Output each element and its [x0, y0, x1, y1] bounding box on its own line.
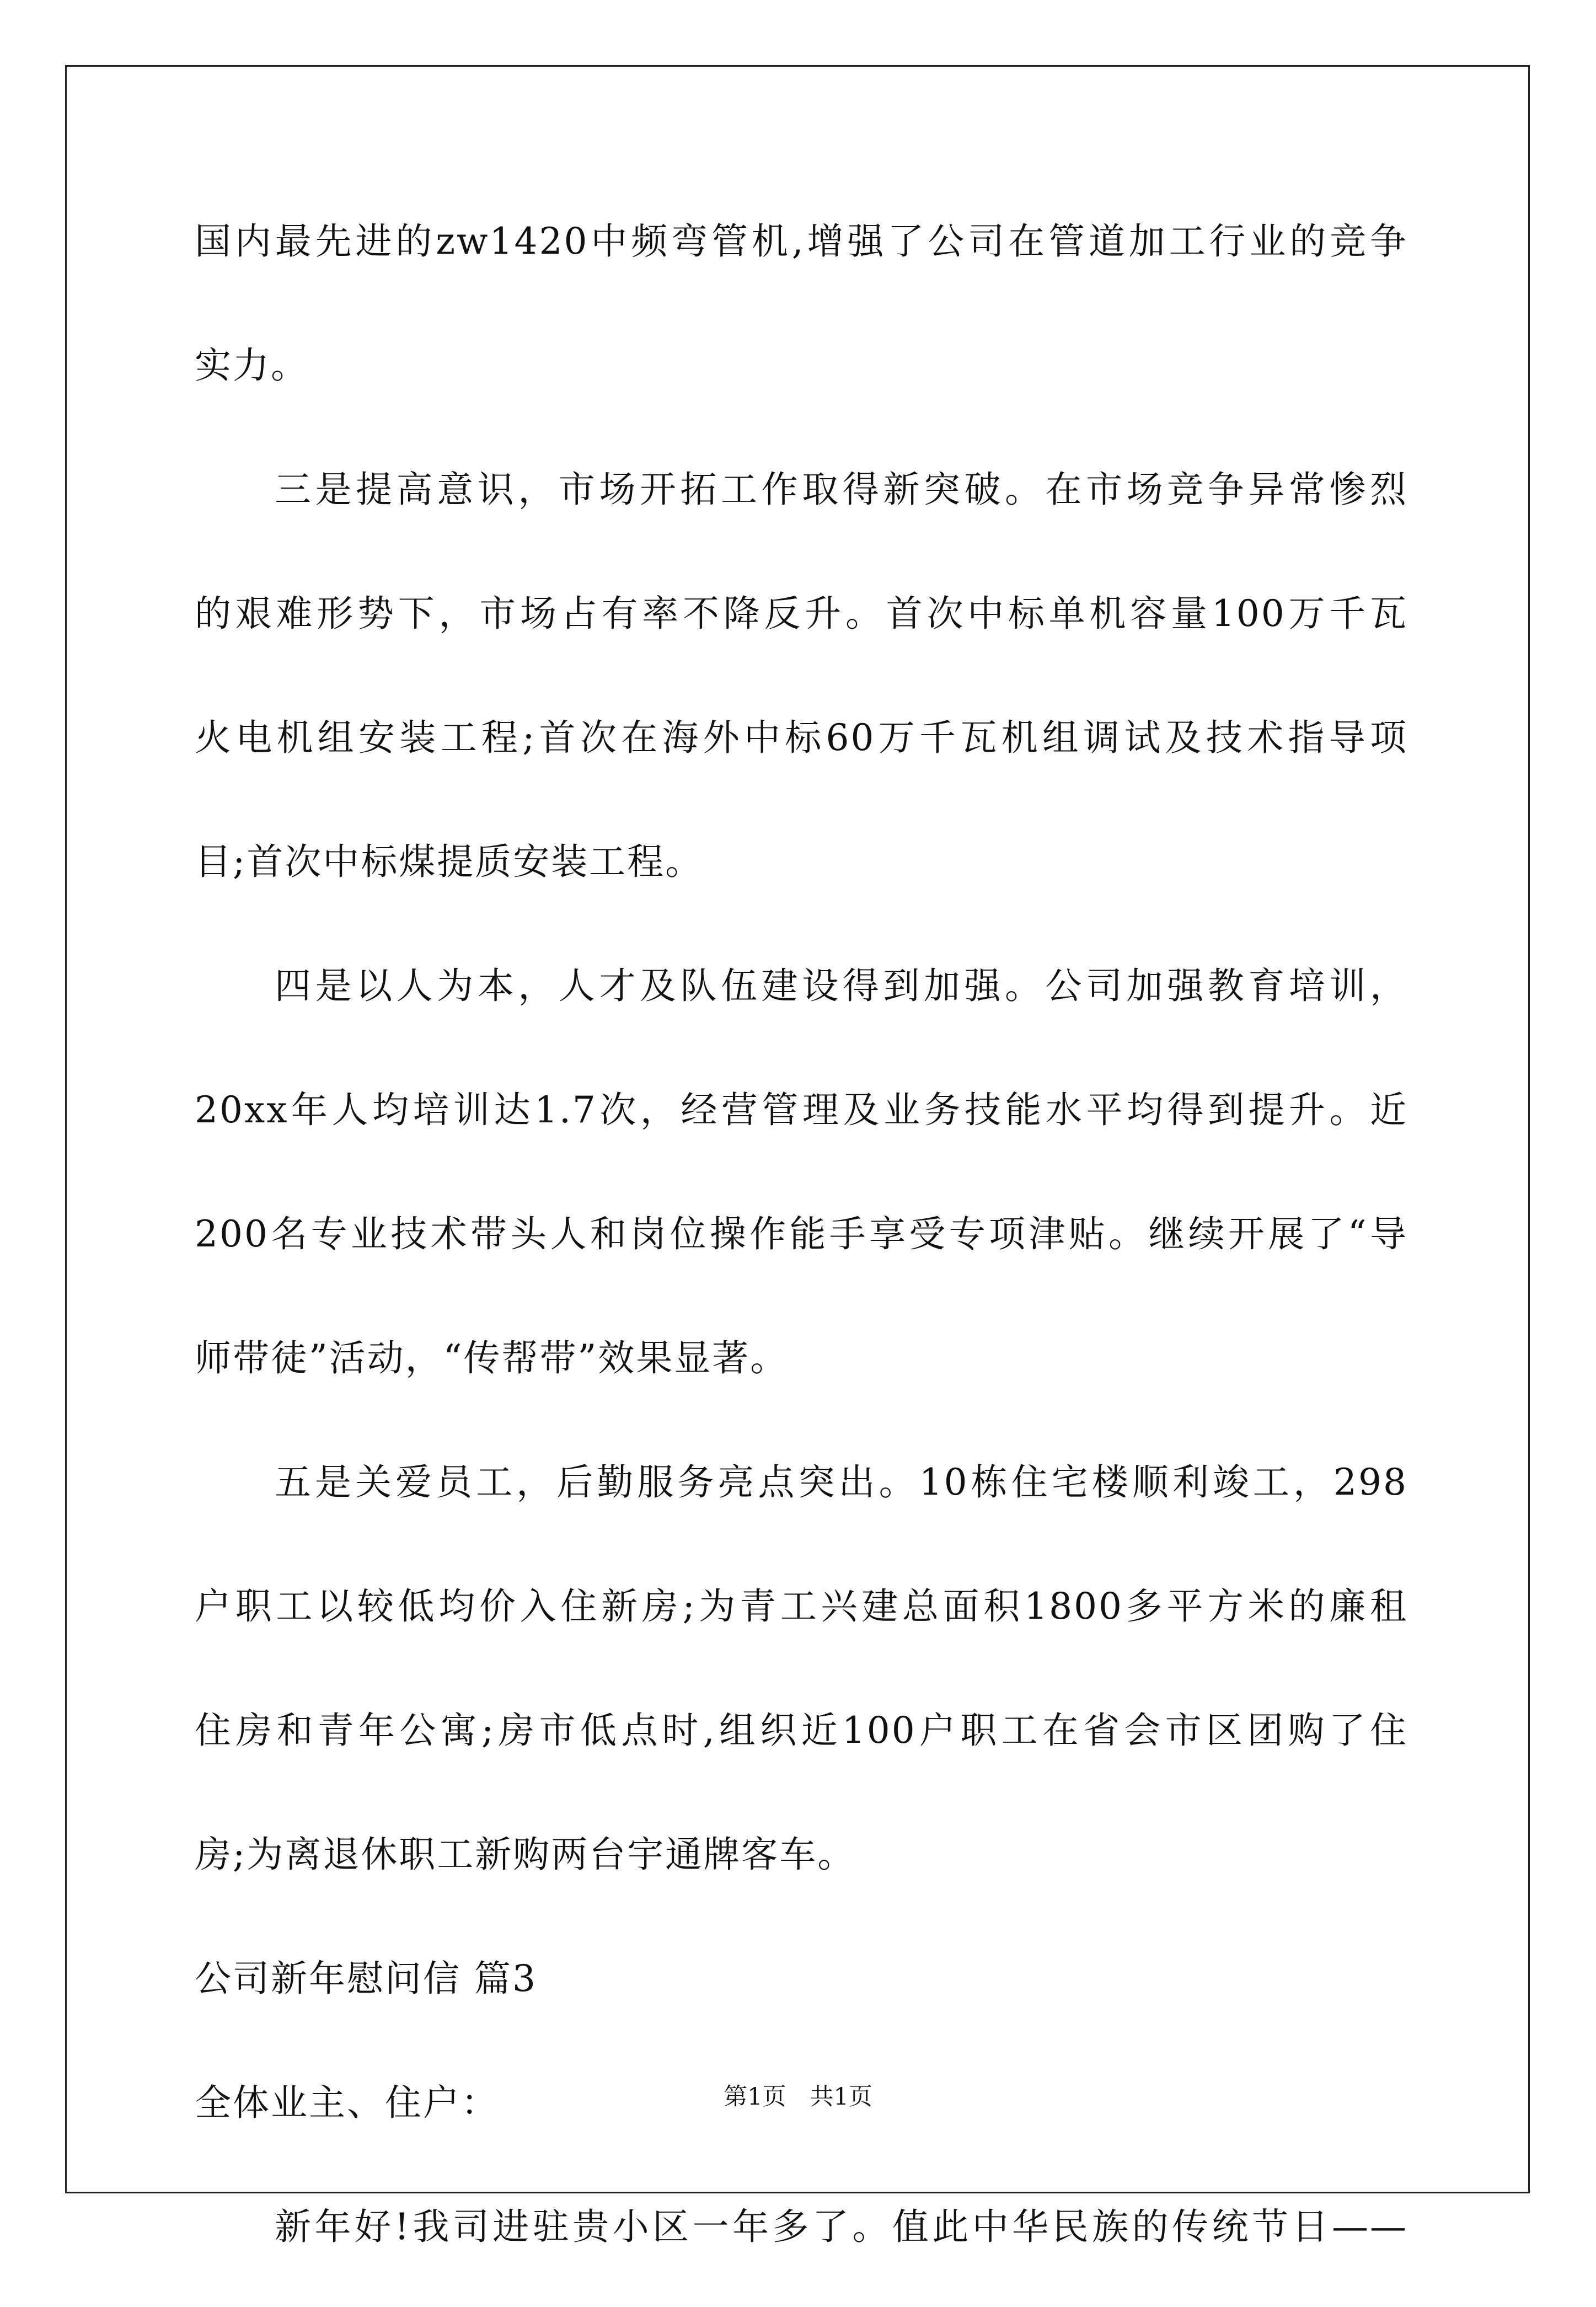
text-line: 五是关爱员工，后勤服务亮点突出。10栋住宅楼顺利竣工，298	[275, 1461, 1408, 1503]
page-footer: 第1页 共1页	[724, 2083, 872, 2111]
text-line: 20xx年人均培训达1.7次，经营管理及业务技能水平均得到提升。近	[195, 1089, 1408, 1131]
text-line: 三是提高意识，市场开拓工作取得新突破。在市场竞争异常惨烈	[275, 468, 1408, 511]
text-line: 的艰难形势下，市场占有率不降反升。首次中标单机容量100万千瓦	[195, 592, 1408, 635]
text-line: 住房和青年公寓;房市低点时,组织近100户职工在省会市区团购了住	[195, 1709, 1408, 1752]
text-line: 新年好!我司进驻贵小区一年多了。值此中华民族的传统节日——	[275, 2206, 1408, 2248]
text-line: 国内最先进的zw1420中频弯管机,增强了公司在管道加工行业的竞争	[195, 220, 1408, 263]
text-line: 实力。	[195, 344, 309, 387]
text-line: 火电机组安装工程;首次在海外中标60万千瓦机组调试及技术指导项	[195, 716, 1408, 759]
text-line: 师带徒”活动，“传帮带”效果显著。	[195, 1337, 789, 1379]
salutation: 全体业主、住户：	[195, 2081, 499, 2124]
section-heading: 公司新年慰问信 篇3	[195, 1957, 537, 2000]
document-body	[195, 197, 1408, 2307]
text-line: 房;为离退休职工新购两台宇通牌客车。	[195, 1833, 856, 1876]
text-line: 四是以人为本，人才及队伍建设得到加强。公司加强教育培训，	[275, 965, 1408, 1007]
text-line: 200名专业技术带头人和岗位操作能手享受专项津贴。继续开展了“导	[195, 1213, 1408, 1255]
text-line: 户职工以较低均价入住新房;为青工兴建总面积1800多平方米的廉租	[195, 1585, 1408, 1628]
text-line: 目;首次中标煤提质安装工程。	[195, 841, 704, 883]
